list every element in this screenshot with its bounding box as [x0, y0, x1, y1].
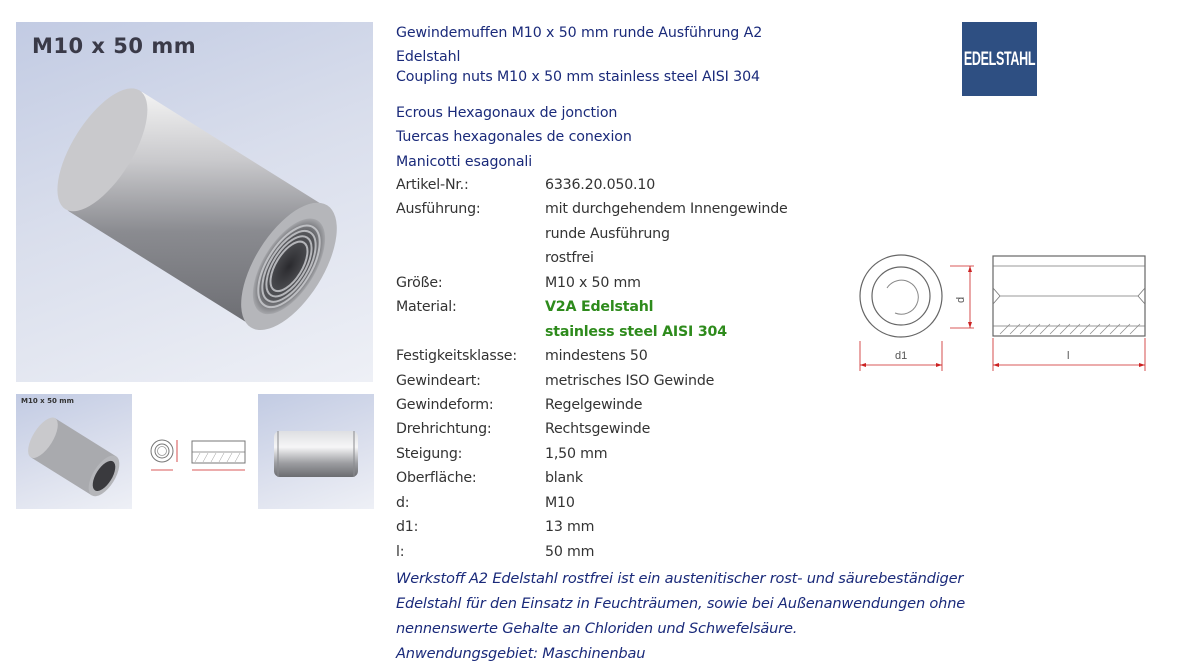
product-title-en: Coupling nuts M10 x 50 mm stainless steel AISI 304	[396, 69, 760, 85]
thumbnail-side-image	[258, 394, 374, 509]
spec-value: mit durchgehendem Innengewinde	[545, 201, 788, 218]
thumbnail-side-view[interactable]	[258, 394, 374, 509]
spec-value: Rechtsgewinde	[545, 421, 651, 438]
spec-value: 1,50 mm	[545, 445, 608, 462]
edelstahl-logo	[962, 22, 1037, 96]
spec-label: Steigung:	[396, 445, 463, 462]
description-line: Anwendungsgebiet: Maschinenbau	[396, 645, 646, 662]
spec-label: Größe:	[396, 274, 443, 291]
product-title-de: Gewindemuffen M10 x 50 mm runde Ausführung A2	[396, 25, 763, 41]
spec-label: Drehrichtung:	[396, 421, 492, 438]
description-line: nennenswerte Gehalte an Chloriden und Schwefelsäure.	[396, 620, 798, 637]
thumbnail-photo[interactable]	[16, 394, 132, 509]
label-d: d	[955, 296, 967, 303]
spec-value: mindestens 50	[545, 348, 648, 365]
product-title-de-cont: Edelstahl	[396, 48, 461, 65]
spec-label: Oberfläche:	[396, 470, 477, 487]
spec-value: runde Ausführung	[545, 225, 670, 242]
thumbnail-drawing[interactable]	[137, 394, 253, 509]
technical-drawing	[850, 246, 1160, 376]
coupling-nut-photo	[16, 22, 373, 382]
description-line: Werkstoff A2 Edelstahl rostfrei ist ein austenitischer rost- und säurebeständiger	[396, 570, 964, 587]
spec-value: M10	[545, 494, 575, 511]
product-description	[396, 566, 1086, 666]
spec-value: 50 mm	[545, 543, 595, 560]
spec-value: blank	[545, 470, 583, 487]
spec-value-material: stainless steel AISI 304	[545, 323, 727, 340]
spec-value-material: V2A Edelstahl	[545, 299, 654, 316]
spec-value: 13 mm	[545, 519, 595, 536]
spec-label: Gewindeform:	[396, 396, 494, 413]
spec-label: d1:	[396, 519, 419, 536]
spec-label: Gewindeart:	[396, 372, 481, 389]
thumbnail-drawing-image	[137, 394, 253, 509]
spec-label: Material:	[396, 299, 457, 316]
label-d1: d1	[895, 350, 908, 362]
spec-label: l:	[396, 543, 405, 560]
product-size-label: M10 x 50 mm	[32, 34, 197, 58]
spec-value: Regelgewinde	[545, 396, 643, 413]
logo-text: EDELSTAHL	[963, 48, 1036, 70]
description-line: Edelstahl für den Einsatz in Feuchträumen, sowie bei Außenanwendungen ohne	[396, 595, 966, 612]
spec-value: rostfrei	[545, 250, 594, 267]
spec-value: metrisches ISO Gewinde	[545, 372, 715, 389]
thread-arc	[887, 280, 918, 314]
inner-circle	[872, 267, 930, 325]
main-product-image	[16, 22, 373, 382]
spec-value: 6336.20.050.10	[545, 177, 656, 193]
thread-hatching	[1000, 324, 1140, 334]
spec-label: Ausführung:	[396, 201, 481, 218]
subtitle-it: Manicotti esagonali	[396, 154, 533, 170]
spec-label: d:	[396, 494, 410, 511]
subtitle-fr: Ecrous Hexagonaux de jonction	[396, 105, 618, 121]
thumbnail-nut-image	[16, 394, 132, 509]
subtitle-es: Tuercas hexagonales de conexion	[396, 129, 632, 145]
thumbnail-size-label: M10 x 50 mm	[21, 397, 74, 405]
spec-label: Artikel-Nr.:	[396, 177, 469, 193]
spec-label: Festigkeitsklasse:	[396, 348, 517, 365]
spec-value: M10 x 50 mm	[545, 274, 641, 291]
label-l: l	[1067, 350, 1070, 362]
